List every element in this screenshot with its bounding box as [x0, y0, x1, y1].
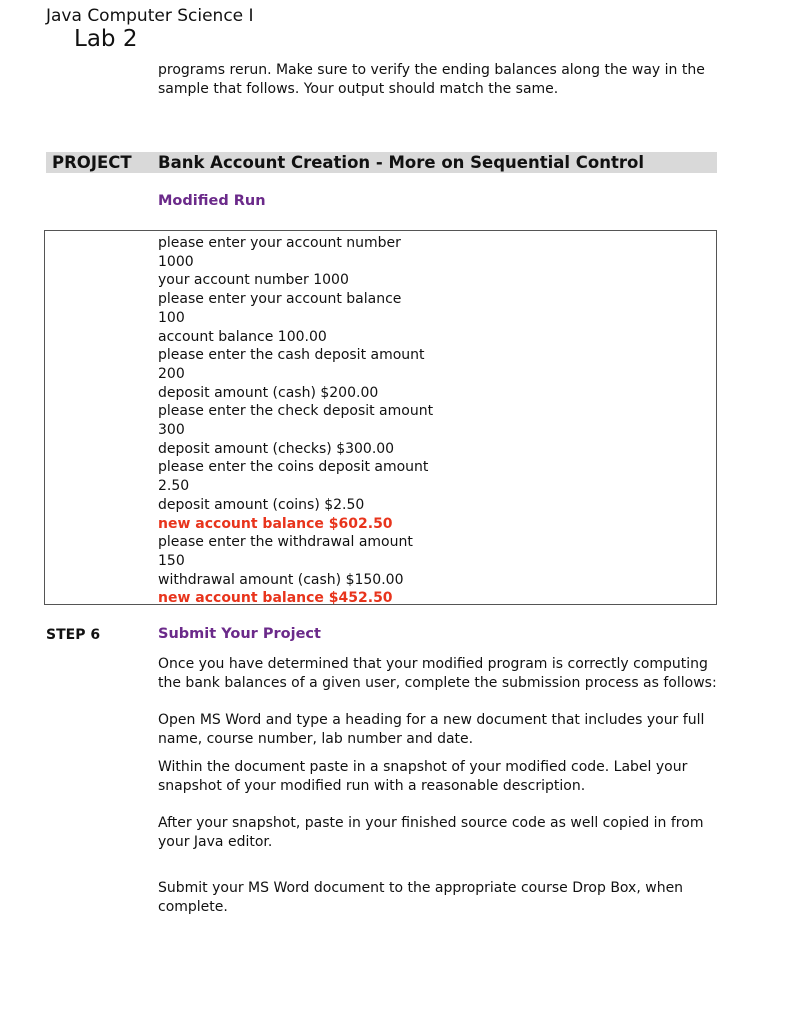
step-label: STEP 6: [46, 627, 101, 643]
run-balance-line: new account balance $602.50: [158, 515, 393, 532]
run-output-line: 100: [158, 309, 185, 326]
step-paragraph: Once you have determined that your modified program is correctly computing the bank balances of a given user, complete the submission process as follows:: [158, 656, 717, 691]
step-paragraph: Within the document paste in a snapshot of your modified code. Label your snapshot of your modified run with a reasonable description.: [158, 759, 688, 794]
run-output-line: your account number 1000: [158, 272, 349, 289]
step-paragraph: Submit your MS Word document to the appropriate course Drop Box, when complete.: [158, 880, 684, 915]
run-output-line: please enter your account number: [158, 235, 401, 251]
run-output-line: 2.50: [158, 478, 190, 495]
lab-title: Lab 2: [74, 26, 138, 52]
run-output-lines: [158, 234, 433, 608]
submit-heading: Submit Your Project: [158, 626, 321, 642]
run-output-line: 150: [158, 552, 185, 569]
run-output-line: deposit amount (checks) $300.00: [158, 440, 395, 457]
run-output-line: please enter the withdrawal amount: [158, 534, 413, 551]
step-paragraph: Open MS Word and type a heading for a new document that includes your full name, course number, lab number and date.: [158, 712, 705, 747]
run-output-line: 200: [158, 365, 185, 382]
course-title: Java Computer Science I: [46, 6, 254, 26]
run-output-box: [44, 230, 717, 605]
project-title: Bank Account Creation - More on Sequential Control: [158, 153, 645, 172]
run-balance-line: new account balance $452.50: [158, 590, 393, 607]
run-output-line: deposit amount (coins) $2.50: [158, 496, 365, 513]
run-output-line: 300: [158, 422, 185, 439]
step-paragraph: After your snapshot, paste in your finished source code as well copied in from your Java editor.: [158, 815, 704, 850]
run-output-line: please enter the check deposit amount: [158, 403, 434, 420]
run-output-line: please enter the coins deposit amount: [158, 459, 429, 476]
project-label: PROJECT: [52, 153, 132, 172]
run-output-line: withdrawal amount (cash) $150.00: [158, 571, 404, 588]
run-output-line: 1000: [158, 253, 194, 270]
project-bar: [46, 152, 717, 173]
run-output-line: please enter the cash deposit amount: [158, 347, 425, 364]
run-output-line: account balance 100.00: [158, 328, 327, 345]
run-output-line: please enter your account balance: [158, 291, 402, 308]
modified-run-heading: Modified Run: [158, 193, 266, 209]
run-output-line: deposit amount (cash) $200.00: [158, 384, 379, 401]
intro-paragraph: programs rerun. Make sure to verify the ending balances along the way in the sample that follows. Your output should match the same.: [158, 62, 705, 97]
